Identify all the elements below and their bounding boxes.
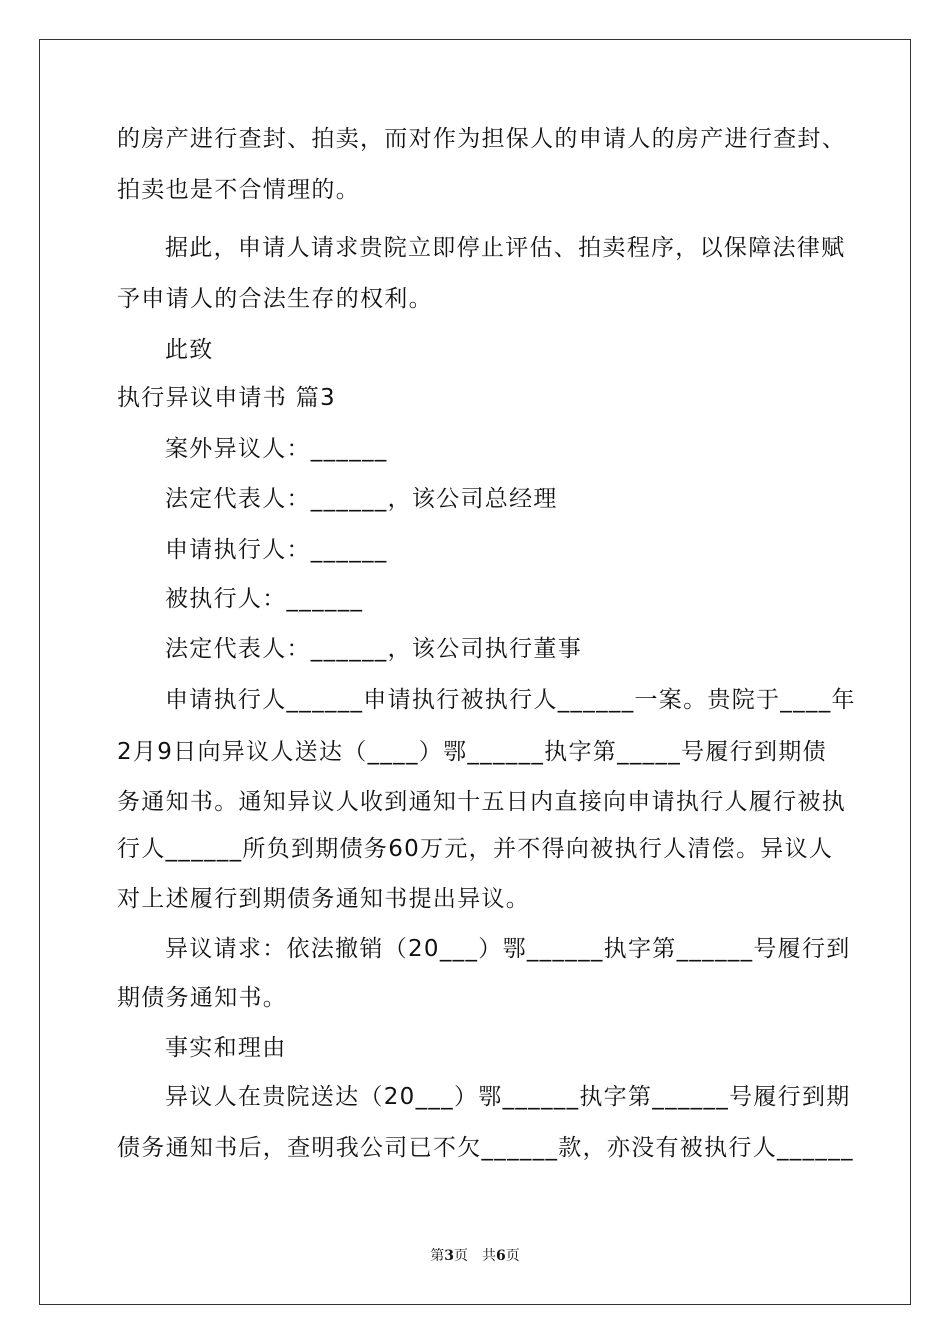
text-line: 此致 [165,337,214,363]
text-line: 对上述履行到期债务通知书提出异议。 [117,886,531,912]
page-total: 6 [496,1248,506,1264]
text-line: 法定代表人：______，该公司执行董事 [165,636,582,662]
page-mid: 页 共 [454,1248,496,1264]
text-line: 据此，申请人请求贵院立即停止评估、拍卖程序，以保障法律赋 [165,235,846,261]
page-border [39,39,911,1305]
text-line: 的房产进行查封、拍卖，而对作为担保人的申请人的房产进行查封、 [117,126,846,152]
text-line: 期债务通知书。 [117,985,288,1011]
text-line: 案外异议人：______ [165,436,388,462]
text-line: 异议请求：依法撤销（20___）鄂______执字第______号履行到 [165,936,851,962]
text-line: 事实和理由 [165,1035,287,1061]
text-line: 被执行人：______ [165,586,364,612]
page-prefix: 第 [430,1248,445,1264]
page-suffix: 页 [505,1248,520,1264]
text-line: 2月9日向异议人送达（____）鄂______执字第_____号履行到期债 [117,739,827,765]
page-number [0,1245,950,1265]
text-line: 申请执行人：______ [165,537,388,563]
text-line: 法定代表人：______，该公司总经理 [165,486,558,512]
text-line: 予申请人的合法生存的权利。 [117,286,433,312]
page-current: 3 [444,1248,454,1264]
text-line: 拍卖也是不合情理的。 [117,177,360,203]
text-line: 异议人在贵院送达（20___）鄂______执字第______号履行到期 [165,1084,851,1110]
text-line: 务通知书。通知异议人收到通知十五日内直接向申请执行人履行被执 [117,789,846,815]
text-line: 申请执行人______申请执行被执行人______一案。贵院于____年 [165,687,856,713]
text-line: 行人______所负到期债务60万元，并不得向被执行人清偿。异议人 [117,836,834,862]
section-heading: 执行异议申请书 篇3 [117,385,336,411]
text-line: 债务通知书后，查明我公司已不欠______款，亦没有被执行人______ [117,1135,854,1161]
